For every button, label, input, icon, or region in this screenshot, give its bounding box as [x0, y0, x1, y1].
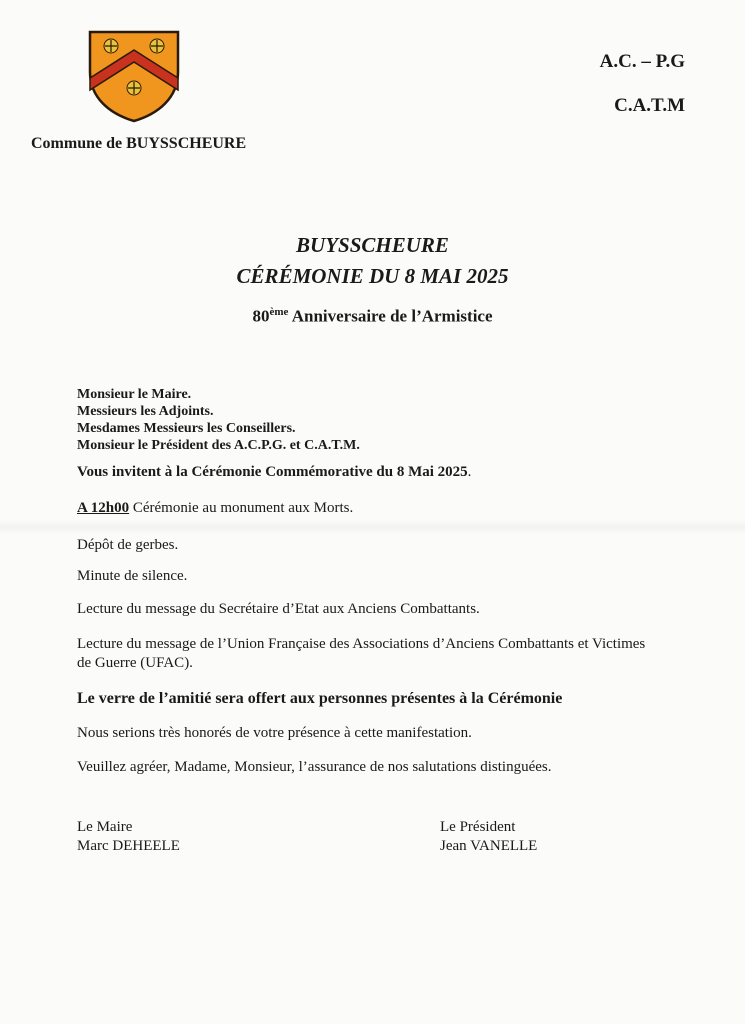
coat-of-arms-icon — [86, 28, 182, 124]
closing-line: Veuillez agréer, Madame, Monsieur, l’assurance de nos salutations distinguées. — [77, 759, 552, 775]
addressee-list — [77, 386, 360, 454]
signature-title: Le Président — [440, 819, 516, 835]
org-acpg: A.C. – P.G — [599, 51, 685, 72]
signature-mayor — [77, 818, 180, 856]
document-title-ceremony: CÉRÉMONIE DU 8 MAI 2025 — [236, 264, 509, 288]
addressee-line: Monsieur le Président des A.C.P.G. et C.A.T.M. — [77, 438, 360, 453]
programme-item: Lecture du message du Secrétaire d’Etat aux Anciens Combattants. — [77, 601, 480, 617]
addressee-line: Mesdames Messieurs les Conseillers. — [77, 421, 296, 436]
addressee-line: Monsieur le Maire. — [77, 387, 192, 402]
subtitle-ordinal: ème — [269, 306, 289, 318]
programme-item: Dépôt de gerbes. — [77, 537, 179, 553]
time-label: A 12h00 — [77, 500, 130, 516]
honor-line: Nous serions très honorés de votre présence à cette manifestation. — [77, 725, 472, 741]
title-block — [0, 230, 745, 327]
signature-president — [440, 818, 537, 856]
subtitle-text: Anniversaire de l’Armistice — [288, 306, 493, 326]
document-title-town: BUYSSCHEURE — [296, 233, 449, 257]
subtitle-number: 80 — [252, 306, 270, 326]
invite-period: . — [467, 464, 472, 480]
programme-item: Minute de silence. — [77, 568, 188, 584]
addressee-line: Messieurs les Adjoints. — [77, 404, 214, 419]
org-catm: C.A.T.M — [614, 95, 685, 116]
organisations — [600, 40, 685, 128]
signature-title: Le Maire — [77, 819, 133, 835]
document-subtitle — [0, 306, 745, 327]
time-text: Cérémonie au monument aux Morts. — [129, 500, 354, 516]
invite-text: Vous invitent à la Cérémonie Commémorative du 8 Mai 2025 — [77, 464, 468, 480]
reception-note: Le verre de l’amitié sera offert aux personnes présentes à la Cérémonie — [77, 690, 563, 707]
programme-time — [77, 500, 353, 517]
signature-name: Marc DEHEELE — [77, 838, 180, 854]
signature-name: Jean VANELLE — [440, 838, 538, 854]
commune-name: Commune de BUYSSCHEURE — [31, 135, 247, 152]
programme-item: Lecture du message de l’Union Française des Associations d’Anciens Combattants et Victimes de Guerre (UFAC). — [77, 636, 646, 671]
invite-line — [77, 464, 471, 481]
paper-fold — [0, 520, 745, 534]
